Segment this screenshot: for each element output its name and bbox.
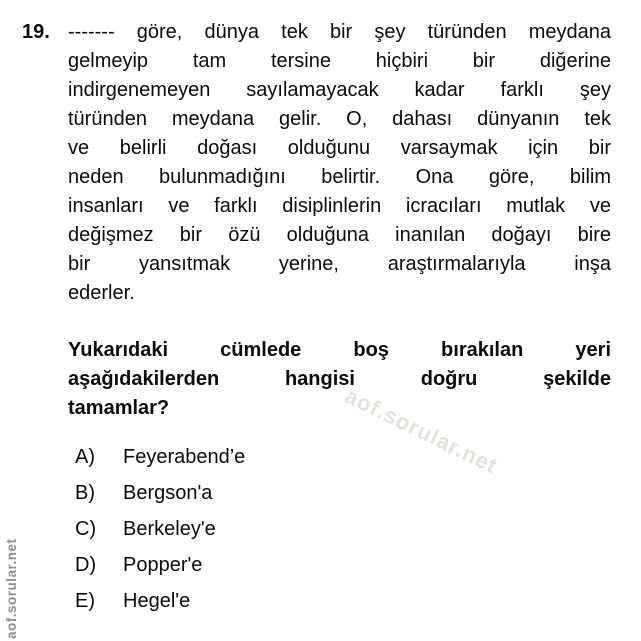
question-number: 19.	[22, 21, 50, 43]
option-a-text: Feyerabend’e	[123, 446, 246, 468]
watermark-vertical: aof.sorular.net	[4, 538, 19, 639]
option-e-letter: E)	[75, 590, 95, 612]
option-b-text: Bergson'a	[123, 482, 213, 504]
paragraph-line: ------- göre, dünya tek bir şey türünden meydana	[68, 21, 611, 43]
option-b	[75, 479, 245, 515]
paragraph-line: neden bulunmadığını belirtir. Ona göre, bilim	[68, 166, 611, 188]
paragraph-line: bir yansıtmak yerine, araştırmalarıyla inşa	[68, 253, 611, 275]
paragraph-line: ve belirli doğası olduğunu varsaymak için bir	[68, 137, 611, 159]
option-d	[75, 551, 245, 587]
stem-line: aşağıdakilerden hangisi doğru şekilde	[68, 368, 611, 390]
paragraph-line: insanları ve farklı disiplinlerin icracıları mutlak ve	[68, 195, 611, 217]
option-d-letter: D)	[75, 554, 97, 576]
stem-line: Yukarıdaki cümlede boş bırakılan yeri	[68, 339, 611, 361]
paragraph-line: gelmeyip tam tersine hiçbiri bir diğerine	[68, 50, 611, 72]
option-d-text: Popper'e	[123, 554, 203, 576]
watermark-diagonal: aof.sorular.net	[341, 383, 502, 479]
option-e-text: Hegel'e	[123, 590, 191, 612]
question-paragraph	[68, 18, 611, 308]
option-c-text: Berkeley'e	[123, 518, 216, 540]
option-c-letter: C)	[75, 518, 97, 540]
options-list	[75, 443, 245, 623]
option-c	[75, 515, 245, 551]
option-a	[75, 443, 245, 479]
paragraph-line: ederler.	[68, 282, 135, 304]
stem-line: tamamlar?	[68, 397, 170, 419]
question-stem	[68, 336, 611, 423]
paragraph-line: türünden meydana gelir. O, dahası dünyanın tek	[68, 108, 611, 130]
option-e	[75, 587, 245, 623]
paragraph-line: indirgenemeyen sayılamayacak kadar farklı şey	[68, 79, 611, 101]
option-a-letter: A)	[75, 446, 95, 468]
paragraph-line: değişmez bir özü olduğuna inanılan doğayı bire	[68, 224, 611, 246]
option-b-letter: B)	[75, 482, 95, 504]
